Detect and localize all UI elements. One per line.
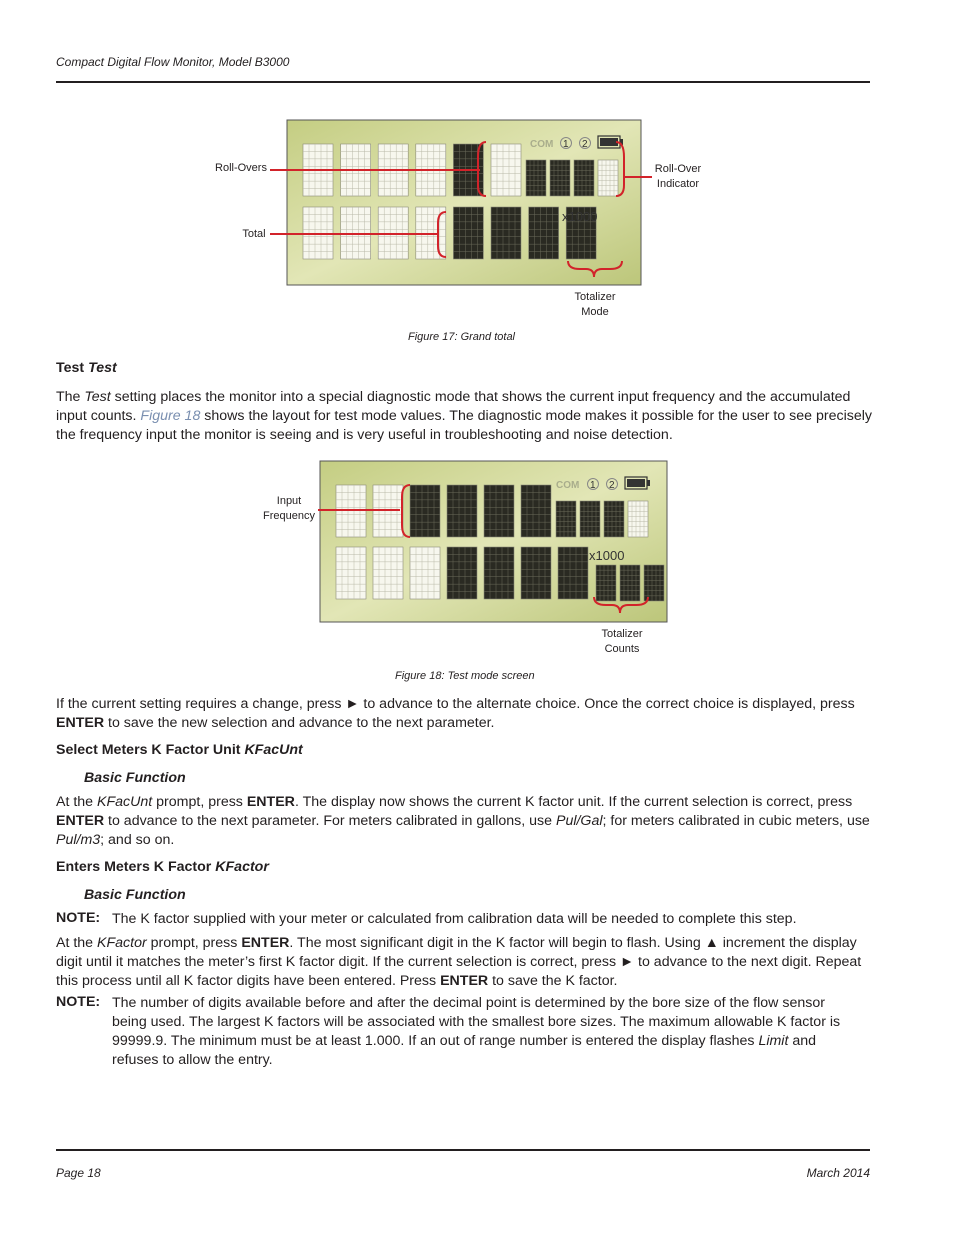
- multiplier-indicator: x1000: [562, 209, 598, 224]
- footer-rule: [56, 1149, 870, 1151]
- svg-text:1: 1: [590, 480, 596, 491]
- lcd-character-cell: [410, 547, 440, 599]
- lcd-character-cell: [604, 501, 624, 537]
- lcd-character-cell: [556, 501, 576, 537]
- lcd-character-cell: [644, 565, 664, 601]
- lcd-character-cell: [453, 207, 483, 259]
- lcd-character-cell: [526, 160, 546, 196]
- lcd-character-cell: [521, 485, 551, 537]
- lcd-character-cell: [596, 565, 616, 601]
- svg-text:2: 2: [582, 139, 588, 150]
- label-input-frequency: Input Frequency: [263, 495, 315, 522]
- com-indicator: COM: [530, 139, 554, 150]
- paragraph-kfactor: At the KFactor prompt, press ENTER. The most significant digit in the K factor will begin to flash. Using ▲ increment the display digit until it matches the meter’s first K factor digit. If the current selection is correct, press ► to advance to the next digit. Repeat this process until all K factor digits have been entered. Press ENTER to save the K factor.: [56, 935, 862, 989]
- lcd-character-cell: [550, 160, 570, 196]
- subheading-basic-function-1: Basic Function: [84, 770, 186, 786]
- paragraph-kfacunt: At the KFacUnt prompt, press ENTER. The display now shows the current K factor unit. If the current selection is correct, press ENTER to advance to the next parameter. For meters calibrated in gallons, use Pul/Gal; for meters calibrated in cubic meters, use Pul/m3; and so on.: [56, 794, 870, 848]
- lcd-character-cell: [447, 485, 477, 537]
- running-header: Compact Digital Flow Monitor, Model B3000: [56, 55, 290, 69]
- note-1-text: The K factor supplied with your meter or calculated from calibration data will be needed to complete this step.: [112, 911, 797, 927]
- lcd-character-cell: [628, 501, 648, 537]
- figure-18-diagram: [250, 455, 730, 670]
- lcd-character-cell: [529, 207, 559, 259]
- lcd-character-cell: [598, 160, 618, 196]
- heading-test: Test Test: [56, 360, 117, 376]
- svg-text:1: 1: [563, 139, 569, 150]
- page-number: Page 18: [56, 1166, 101, 1180]
- lcd-character-cell: [484, 547, 514, 599]
- header-rule: [56, 81, 870, 83]
- lcd-character-cell: [447, 547, 477, 599]
- figure-17-diagram: [200, 112, 720, 322]
- heading-kfacunt: Select Meters K Factor Unit KFacUnt: [56, 742, 303, 758]
- lcd-character-cell: [521, 547, 551, 599]
- label-total: Total: [242, 228, 266, 240]
- figure-17-caption: Figure 17: Grand total: [408, 331, 516, 343]
- lcd-character-cell: [491, 207, 521, 259]
- figure-18-link[interactable]: Figure 18: [140, 408, 201, 424]
- lcd-character-cell: [580, 501, 600, 537]
- lcd-character-cell: [410, 485, 440, 537]
- note-1-label: NOTE:: [56, 910, 101, 926]
- label-rollover-indicator: Roll-Over Indicator: [654, 163, 702, 190]
- note-2-text: The number of digits available before and after the decimal point is determined by the bore size of the flow sensor being used. The largest K factors will be associated with the smallest bore sizes. The maximum allowable K factor is 99999.9. The minimum must be at least 1.000. If an out of range number is entered the display flashes Limit and refuses to allow the entry.: [112, 995, 841, 1068]
- lcd-character-cell: [336, 547, 366, 599]
- lcd-character-cell: [574, 160, 594, 196]
- heading-kfactor: Enters Meters K Factor KFactor: [56, 859, 269, 875]
- svg-text:2: 2: [609, 480, 615, 491]
- label-roll-overs: Roll-Overs: [215, 162, 267, 174]
- lcd-character-cell: [373, 547, 403, 599]
- paragraph-change-setting: If the current setting requires a change, press ► to advance to the alternate choice. Once the correct choice is displayed, press ENTER to save the new selection and advance to the next parameter.: [56, 696, 855, 731]
- note-2-label: NOTE:: [56, 994, 101, 1010]
- lcd-character-cell: [484, 485, 514, 537]
- lcd-character-cell: [558, 547, 588, 599]
- label-totalizer-mode: Totalizer Mode: [574, 291, 616, 318]
- label-totalizer-counts: Totalizer Counts: [601, 628, 643, 655]
- lcd-character-cell: [491, 144, 521, 196]
- subheading-basic-function-2: Basic Function: [84, 887, 186, 903]
- paragraph-test-description: The Test setting places the monitor into a special diagnostic mode that shows the current input frequency and the accumulated input counts. Figure 18 shows the layout for test mode values. The diagnostic mode makes it possible for the user to see precisely the frequency input the monitor is seeing and is very useful in troubleshooting and noise detection.: [56, 389, 872, 443]
- multiplier-indicator: x1000: [589, 548, 625, 563]
- figure-18-caption: Figure 18: Test mode screen: [395, 670, 535, 682]
- lcd-character-cell: [620, 565, 640, 601]
- com-indicator: COM: [556, 480, 580, 491]
- footer-date: March 2014: [806, 1166, 870, 1180]
